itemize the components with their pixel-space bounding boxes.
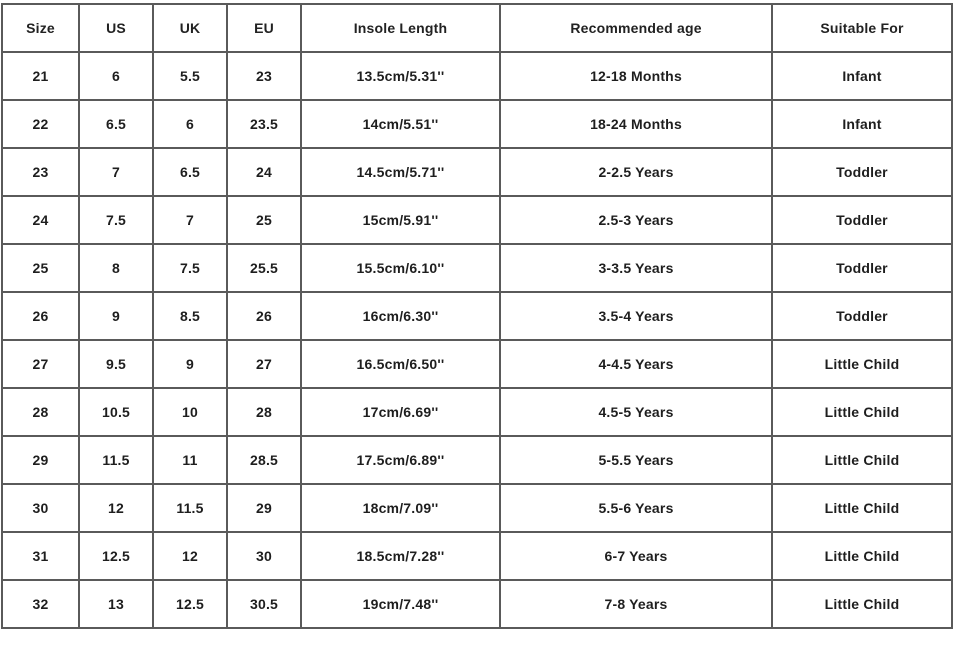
- cell-recommended-age: 4.5-5 Years: [500, 388, 772, 436]
- cell-uk: 9: [153, 340, 227, 388]
- cell-suitable-for: Infant: [772, 52, 952, 100]
- cell-uk: 7.5: [153, 244, 227, 292]
- cell-suitable-for: Toddler: [772, 292, 952, 340]
- cell-uk: 5.5: [153, 52, 227, 100]
- cell-size: 30: [2, 484, 79, 532]
- cell-recommended-age: 4-4.5 Years: [500, 340, 772, 388]
- header-insole-length: Insole Length: [301, 4, 500, 52]
- cell-size: 23: [2, 148, 79, 196]
- cell-uk: 12.5: [153, 580, 227, 628]
- cell-suitable-for: Toddler: [772, 244, 952, 292]
- cell-insole-length: 18cm/7.09'': [301, 484, 500, 532]
- cell-uk: 7: [153, 196, 227, 244]
- cell-suitable-for: Toddler: [772, 196, 952, 244]
- header-recommended-age: Recommended age: [500, 4, 772, 52]
- size-chart-table: [1, 3, 953, 629]
- header-row: [2, 4, 952, 52]
- cell-size: 27: [2, 340, 79, 388]
- cell-us: 10.5: [79, 388, 153, 436]
- cell-size: 28: [2, 388, 79, 436]
- cell-us: 6: [79, 52, 153, 100]
- cell-size: 31: [2, 532, 79, 580]
- cell-recommended-age: 6-7 Years: [500, 532, 772, 580]
- cell-recommended-age: 5-5.5 Years: [500, 436, 772, 484]
- table-row: [2, 484, 952, 532]
- cell-size: 21: [2, 52, 79, 100]
- cell-eu: 30.5: [227, 580, 301, 628]
- cell-us: 7: [79, 148, 153, 196]
- cell-uk: 12: [153, 532, 227, 580]
- cell-suitable-for: Little Child: [772, 532, 952, 580]
- cell-eu: 25: [227, 196, 301, 244]
- cell-suitable-for: Infant: [772, 100, 952, 148]
- cell-eu: 23.5: [227, 100, 301, 148]
- cell-us: 6.5: [79, 100, 153, 148]
- cell-uk: 10: [153, 388, 227, 436]
- cell-recommended-age: 2.5-3 Years: [500, 196, 772, 244]
- table-row: [2, 580, 952, 628]
- cell-size: 25: [2, 244, 79, 292]
- table-row: [2, 340, 952, 388]
- cell-us: 13: [79, 580, 153, 628]
- cell-eu: 23: [227, 52, 301, 100]
- cell-insole-length: 14.5cm/5.71'': [301, 148, 500, 196]
- cell-eu: 28: [227, 388, 301, 436]
- cell-uk: 6.5: [153, 148, 227, 196]
- table-row: [2, 100, 952, 148]
- cell-insole-length: 19cm/7.48'': [301, 580, 500, 628]
- cell-eu: 27: [227, 340, 301, 388]
- header-us: US: [79, 4, 153, 52]
- cell-suitable-for: Toddler: [772, 148, 952, 196]
- cell-us: 9.5: [79, 340, 153, 388]
- cell-size: 29: [2, 436, 79, 484]
- cell-recommended-age: 18-24 Months: [500, 100, 772, 148]
- cell-size: 26: [2, 292, 79, 340]
- table-row: [2, 532, 952, 580]
- cell-uk: 11.5: [153, 484, 227, 532]
- cell-size: 22: [2, 100, 79, 148]
- table-row: [2, 436, 952, 484]
- cell-insole-length: 15.5cm/6.10'': [301, 244, 500, 292]
- cell-uk: 11: [153, 436, 227, 484]
- cell-eu: 28.5: [227, 436, 301, 484]
- cell-us: 7.5: [79, 196, 153, 244]
- cell-us: 11.5: [79, 436, 153, 484]
- table-row: [2, 292, 952, 340]
- cell-uk: 8.5: [153, 292, 227, 340]
- table-header: [2, 4, 952, 52]
- cell-insole-length: 16cm/6.30'': [301, 292, 500, 340]
- cell-size: 24: [2, 196, 79, 244]
- cell-recommended-age: 3-3.5 Years: [500, 244, 772, 292]
- cell-recommended-age: 5.5-6 Years: [500, 484, 772, 532]
- cell-insole-length: 17.5cm/6.89'': [301, 436, 500, 484]
- cell-insole-length: 17cm/6.69'': [301, 388, 500, 436]
- table-row: [2, 52, 952, 100]
- table-row: [2, 388, 952, 436]
- cell-uk: 6: [153, 100, 227, 148]
- header-suitable-for: Suitable For: [772, 4, 952, 52]
- table-body: [2, 52, 952, 628]
- cell-size: 32: [2, 580, 79, 628]
- cell-recommended-age: 3.5-4 Years: [500, 292, 772, 340]
- cell-suitable-for: Little Child: [772, 436, 952, 484]
- cell-recommended-age: 12-18 Months: [500, 52, 772, 100]
- cell-us: 8: [79, 244, 153, 292]
- cell-us: 12: [79, 484, 153, 532]
- cell-eu: 30: [227, 532, 301, 580]
- cell-recommended-age: 2-2.5 Years: [500, 148, 772, 196]
- cell-insole-length: 14cm/5.51'': [301, 100, 500, 148]
- cell-suitable-for: Little Child: [772, 580, 952, 628]
- header-eu: EU: [227, 4, 301, 52]
- cell-eu: 24: [227, 148, 301, 196]
- cell-us: 12.5: [79, 532, 153, 580]
- cell-us: 9: [79, 292, 153, 340]
- cell-insole-length: 18.5cm/7.28'': [301, 532, 500, 580]
- cell-suitable-for: Little Child: [772, 340, 952, 388]
- cell-eu: 29: [227, 484, 301, 532]
- cell-eu: 26: [227, 292, 301, 340]
- cell-insole-length: 13.5cm/5.31'': [301, 52, 500, 100]
- table-row: [2, 244, 952, 292]
- table-row: [2, 196, 952, 244]
- cell-suitable-for: Little Child: [772, 484, 952, 532]
- table-row: [2, 148, 952, 196]
- cell-recommended-age: 7-8 Years: [500, 580, 772, 628]
- cell-insole-length: 15cm/5.91'': [301, 196, 500, 244]
- cell-eu: 25.5: [227, 244, 301, 292]
- cell-suitable-for: Little Child: [772, 388, 952, 436]
- header-size: Size: [2, 4, 79, 52]
- cell-insole-length: 16.5cm/6.50'': [301, 340, 500, 388]
- header-uk: UK: [153, 4, 227, 52]
